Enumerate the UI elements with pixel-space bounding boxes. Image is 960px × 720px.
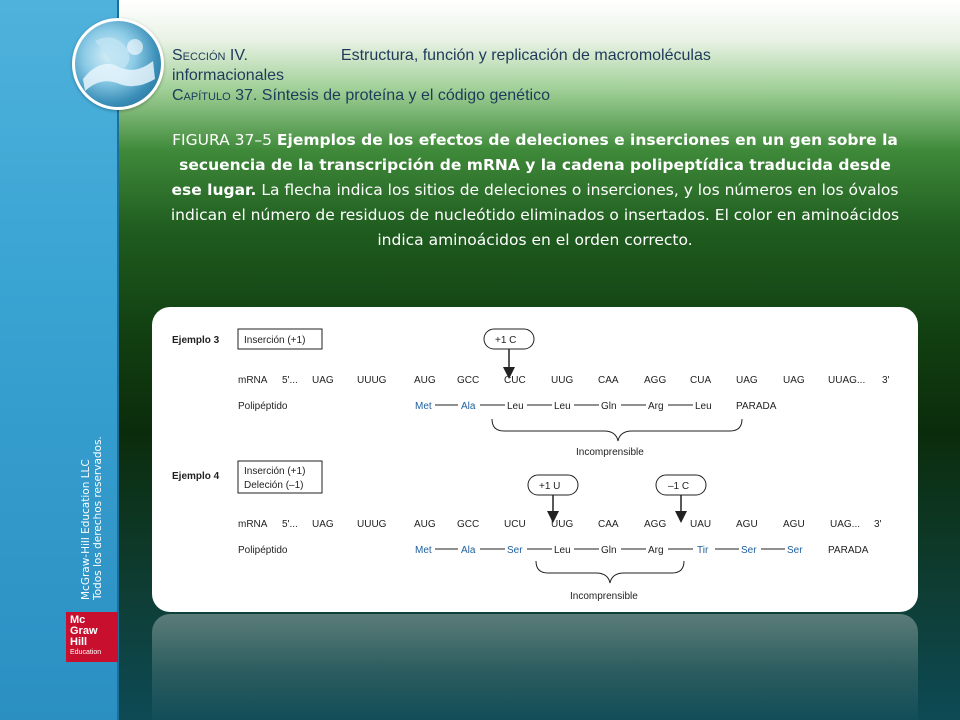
example3-codon: UUAG...: [828, 375, 866, 386]
example4-amino: Arg: [648, 545, 664, 556]
example4-codon: UAG...: [830, 519, 861, 530]
figure-label: FIGURA 37–5: [172, 131, 272, 149]
section-row: [172, 46, 711, 66]
example3-codon: UUG: [551, 375, 574, 386]
example3-poly-label: Polipéptido: [238, 401, 288, 412]
example4-codon: UAU: [690, 519, 712, 530]
example4-amino: Tir: [697, 545, 709, 556]
example4-box-line1: Inserción (+1): [244, 466, 306, 477]
example3-five-prime: 5'...: [282, 375, 298, 386]
chapter-number: 37.: [235, 87, 258, 104]
example4-poly-label: Polipéptido: [238, 545, 288, 556]
example4-brace: [536, 561, 684, 583]
figure-reflection: [152, 614, 918, 720]
example3-amino: Leu: [554, 401, 571, 412]
example4-amino: Ala: [461, 545, 476, 556]
chapter-label: Capítulo: [172, 87, 231, 104]
section-title-cont: informacionales: [172, 67, 285, 84]
logo-line4: Education: [70, 649, 102, 656]
example3-mrna-label: mRNA: [238, 375, 268, 386]
caption-bold: Ejemplos de los efectos de deleciones e inserciones en un gen sobre la secuencia de la transcripción de mRNA y la cadena polipeptídica traducida desde ese lugar.: [171, 131, 898, 199]
example4-amino: Ser: [507, 545, 523, 556]
figure-diagram: [152, 307, 918, 612]
logo-line3: Hill: [70, 636, 88, 648]
example3-amino: Met: [415, 401, 432, 412]
mcgraw-hill-logo: [66, 612, 118, 662]
example3-label: Ejemplo 3: [172, 335, 220, 346]
example4-codon: AUG: [414, 519, 436, 530]
example3-codon: CUA: [690, 375, 712, 386]
example3-amino: Arg: [648, 401, 664, 412]
section-label: Sección IV.: [172, 47, 248, 64]
section-title: Estructura, función y replicación de macromoléculas: [340, 47, 711, 64]
section-logo-image: [72, 18, 164, 110]
example4-codon: UAG: [312, 519, 334, 530]
example4-three-prime: 3': [874, 519, 882, 530]
example4-brace-label: Incomprensible: [570, 591, 638, 602]
example3-codon: UAG: [783, 375, 805, 386]
example4-mrna-label: mRNA: [238, 519, 268, 530]
example4-codon: CAA: [598, 519, 619, 530]
example4-codon: AGU: [783, 519, 805, 530]
chapter-row: [172, 86, 711, 106]
example4-amino: Met: [415, 545, 432, 556]
slide-header: [172, 46, 711, 106]
example4-five-prime: 5'...: [282, 519, 298, 530]
example3-codon: CAA: [598, 375, 619, 386]
example4-codon: AGU: [736, 519, 758, 530]
example3-amino: Leu: [695, 401, 712, 412]
example3-codon: AGG: [644, 375, 667, 386]
example4-oval2-label: –1 C: [668, 481, 690, 492]
example3-brace: [492, 419, 742, 441]
example3-codon: GCC: [457, 375, 480, 386]
example3-three-prime: 3': [882, 375, 890, 386]
molecule-icon: [75, 21, 161, 107]
example4-label: Ejemplo 4: [172, 471, 220, 482]
publisher-line2: Todos los derechos reservados.: [92, 436, 104, 600]
figure-card: [152, 307, 918, 612]
example3-amino: Gln: [601, 401, 617, 412]
example3-oval-label: +1 C: [495, 335, 517, 346]
example3-amino: Ala: [461, 401, 476, 412]
example3-stop: PARADA: [736, 401, 777, 412]
example4-codon: UUUG: [357, 519, 387, 530]
example4-amino: Gln: [601, 545, 617, 556]
example3-box-label: Inserción (+1): [244, 335, 306, 346]
chapter-title: Síntesis de proteína y el código genético: [261, 87, 550, 104]
logo-line1: Mc: [70, 614, 86, 626]
example3-codon: UAG: [736, 375, 758, 386]
example3-codon: UAG: [312, 375, 334, 386]
caption-normal: La flecha indica los sitios de deleciones o inserciones, y los números en los óvalos indican el número de residuos de nucleótido eliminados o insertados. El color en aminoácidos indica aminoácidos en el orden correcto.: [170, 181, 900, 249]
example3-codon: AUG: [414, 375, 436, 386]
copyright-notice: [80, 436, 104, 600]
example3-brace-label: Incomprensible: [576, 447, 644, 458]
publisher-line1: McGraw-Hill Education LLC: [80, 459, 92, 600]
example4-codon: AGG: [644, 519, 667, 530]
example4-box-line2: Deleción (–1): [244, 480, 304, 491]
example3-codon: UUUG: [357, 375, 387, 386]
example4-codon: GCC: [457, 519, 480, 530]
example3-codon: CUC: [504, 375, 526, 386]
example4-oval1-label: +1 U: [539, 481, 561, 492]
example4-codon: UCU: [504, 519, 526, 530]
example4-amino: Ser: [741, 545, 757, 556]
example4-amino: Leu: [554, 545, 571, 556]
example3-amino: Leu: [507, 401, 524, 412]
example4-amino: Ser: [787, 545, 803, 556]
logo-line2: Graw: [70, 625, 98, 637]
example4-stop: PARADA: [828, 545, 869, 556]
figure-caption: [170, 128, 900, 253]
example4-codon: UUG: [551, 519, 574, 530]
